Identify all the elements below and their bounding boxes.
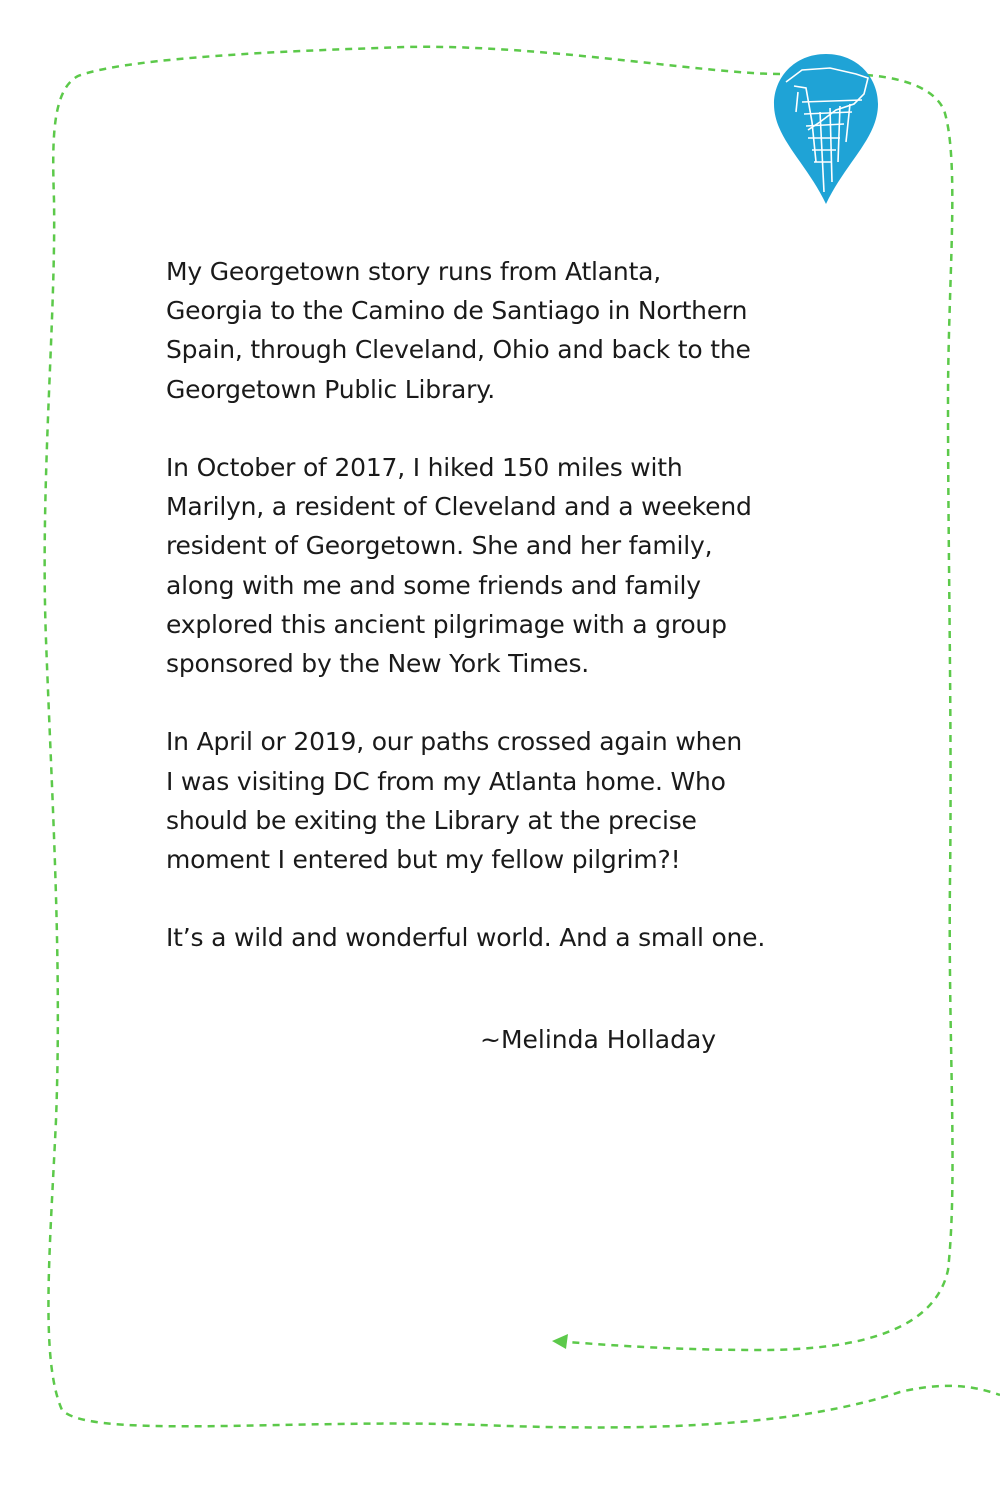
- arrowhead-icon: [552, 1334, 568, 1349]
- story-text: [166, 252, 866, 997]
- story-paragraph-1: My Georgetown story runs from Atlanta, Georgia to the Camino de Santiago in Northern Spain, through Cleveland, Ohio and back to the Georgetown Public Library.: [166, 257, 751, 404]
- signature: ~Melinda Holladay: [480, 1025, 717, 1054]
- map-pin-icon: [772, 52, 880, 206]
- story-paragraph-2: In October of 2017, I hiked 150 miles with Marilyn, a resident of Cleveland and a weekend resident of Georgetown. She and her family, along with me and some friends and family explored this ancient pilgrimage with a group sponsored by the New York Times.: [166, 453, 752, 679]
- story-paragraph-4: It’s a wild and wonderful world. And a small one.: [166, 923, 766, 953]
- story-paragraph-3: In April or 2019, our paths crossed again when I was visiting DC from my Atlanta home. Who should be exiting the Library at the precise moment I entered but my fellow pilgrim?!: [166, 727, 743, 875]
